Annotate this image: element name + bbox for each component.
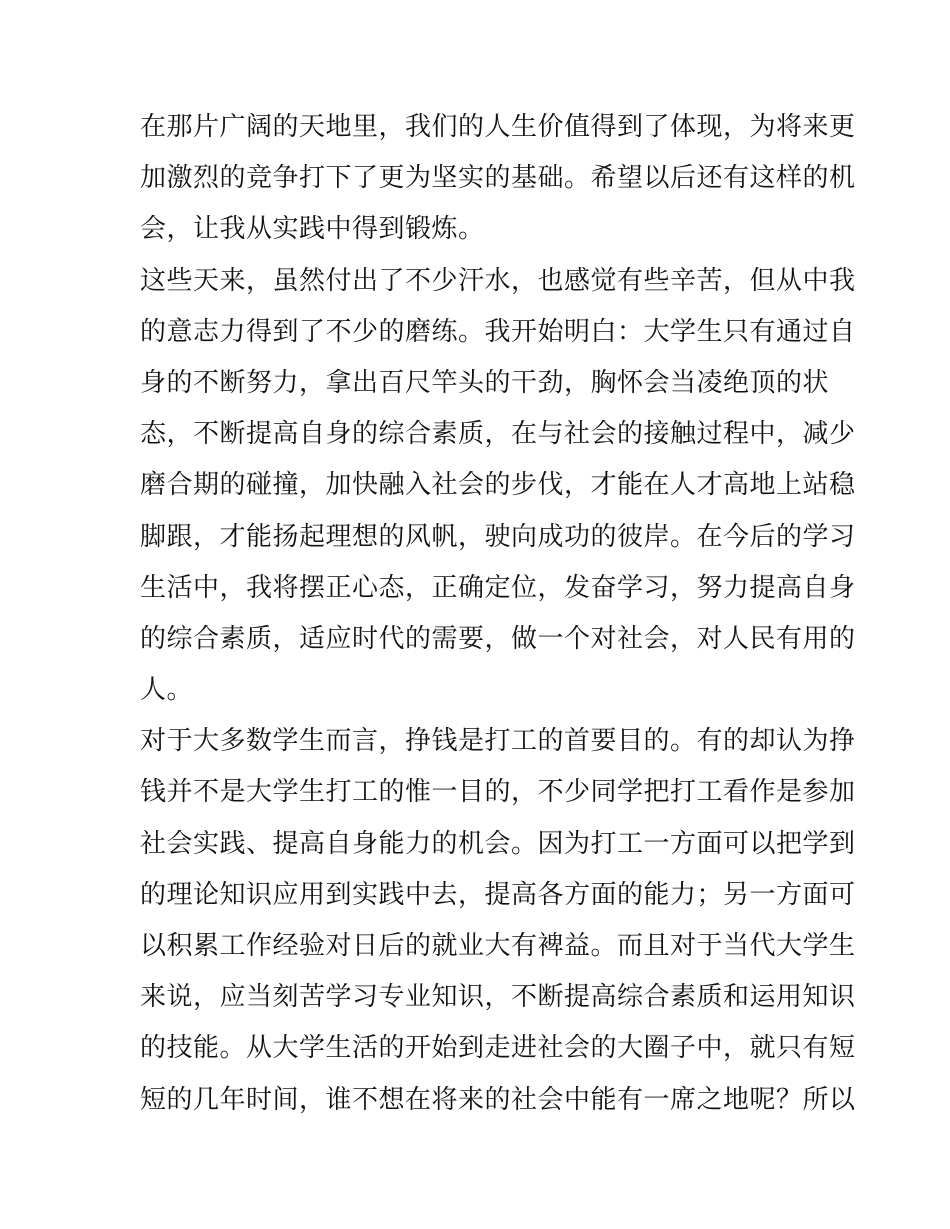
text-line: 生活中，我将摆正心态，正确定位，发奋学习，努力提高自身 [140,572,856,603]
text-line: 会，让我从实践中得到锻炼。 [140,214,485,245]
text-line: 脚跟，才能扬起理想的风帆，驶向成功的彼岸。在今后的学习 [140,521,856,552]
text-line: 钱并不是大学生打工的惟一目的，不少同学把打工看作是参加 [140,777,856,808]
text-line: 的意志力得到了不少的磨练。我开始明白：大学生只有通过自 [140,316,856,347]
text-line: 这些天来，虽然付出了不少汗水，也感觉有些辛苦，但从中我 [140,265,856,296]
text-line: 磨合期的碰撞，加快融入社会的步伐，才能在人才高地上站稳 [140,470,856,501]
text-line: 态，不断提高自身的综合素质，在与社会的接触过程中，减少 [140,419,856,450]
text-line: 短的几年时间，谁不想在将来的社会中能有一席之地呢？所以 [140,1084,856,1115]
text-line: 社会实践、提高自身能力的机会。因为打工一方面可以把学到 [140,828,856,859]
text-line: 以积累工作经验对日后的就业大有裨益。而且对于当代大学生 [140,931,856,961]
document-body [140,102,856,1126]
text-line: 来说，应当刻苦学习专业知识，不断提高综合素质和运用知识 [140,982,856,1013]
text-line: 对于大多数学生而言，挣钱是打工的首要目的。有的却认为挣 [140,726,856,757]
text-line: 在那片广阔的天地里，我们的人生价值得到了体现，为将来更 [140,112,856,142]
text-line: 的综合素质，适应时代的需要，做一个对社会，对人民有用的 [140,623,856,654]
text-line: 加激烈的竞争打下了更为坚实的基础。希望以后还有这样的机 [140,163,856,194]
text-line: 的技能。从大学生活的开始到走进社会的大圈子中，就只有短 [140,1033,856,1064]
text-line: 的理论知识应用到实践中去，提高各方面的能力；另一方面可 [140,879,856,910]
text-line: 人。 [140,675,194,706]
text-line: 身的不断努力，拿出百尺竿头的干劲，胸怀会当凌绝顶的状 [140,367,830,398]
